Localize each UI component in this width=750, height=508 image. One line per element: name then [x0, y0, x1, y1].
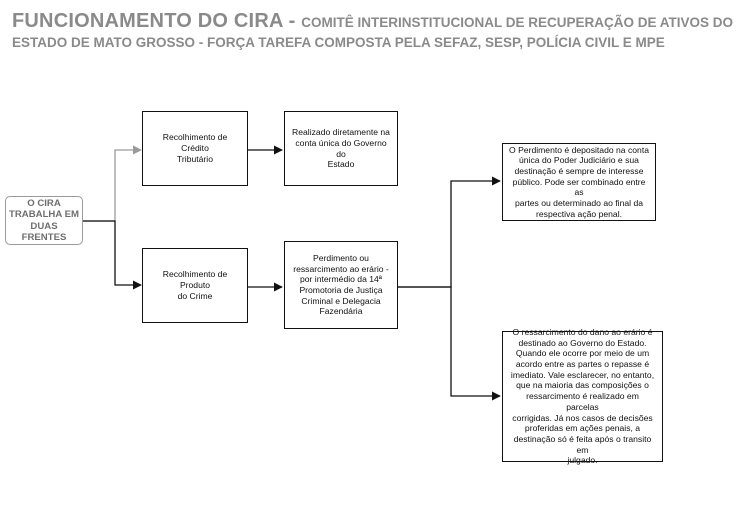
connector-start-to-credito [82, 150, 141, 221]
node-recolhimento-produto [142, 248, 248, 323]
node-recolhimento-produto-label: Recolhimento de Produto do Crime [162, 269, 228, 301]
node-perdimento-destinacao [502, 143, 656, 221]
node-cira-start [5, 196, 83, 245]
node-perdimento-ressarcimento-label: Perdimento ou ressarcimento ao erário - por intermédio da 14ª Promotoria de Justiça Criminal e Delegacia Fazendária [293, 252, 389, 317]
node-realizado-conta-unica-label: Realizado diretamente na conta única do Governo do Estado [292, 127, 390, 170]
node-ressarcimento-destinacao [502, 326, 663, 466]
connector-perdimento-to-ressarcimento [398, 287, 500, 396]
node-realizado-conta-unica [284, 111, 398, 186]
node-recolhimento-credito-label: Recolhimento de Crédito Tributário [162, 132, 228, 164]
title-subtitle: COMITÊ INTERINSTITUCIONAL DE RECUPERAÇÃO DE ATIVOS DO ESTADO DE MATO GROSSO - FORÇA TAREFA COMPOSTA PELA SEFAZ, SESP, POLÍCIA CIVIL E MPE [12, 15, 734, 50]
node-perdimento-destinacao-label: O Perdimento é depositado na conta única do Poder Judiciário e sua destinação é sempre de interesse público. Pode ser combinado entre as partes ou determinado ao final da respectiva ação penal. [509, 144, 649, 219]
node-ressarcimento-destinacao-label: O ressarcimento do dano ao erário é destinado ao Governo do Estado. Quando ele ocorre por meio de um acordo entre as partes o repasse é imediato. Vale esclarecer, no entanto, que na maioria das composições o ressarcimento é realizado em parcelas corrigidas. Já nos casos de decisões proferidas em ações penais, a destinação só é feita após o transito em julgado. [510, 326, 655, 466]
node-perdimento-ressarcimento [284, 241, 398, 329]
connector-start-to-produto [82, 221, 141, 285]
connector-perdimento-to-dest [398, 181, 500, 287]
title-main: FUNCIONAMENTO DO CIRA - [12, 10, 302, 32]
node-cira-start-label: O CIRA TRABALHA EM DUAS FRENTES [9, 197, 79, 243]
node-recolhimento-credito [142, 111, 248, 186]
